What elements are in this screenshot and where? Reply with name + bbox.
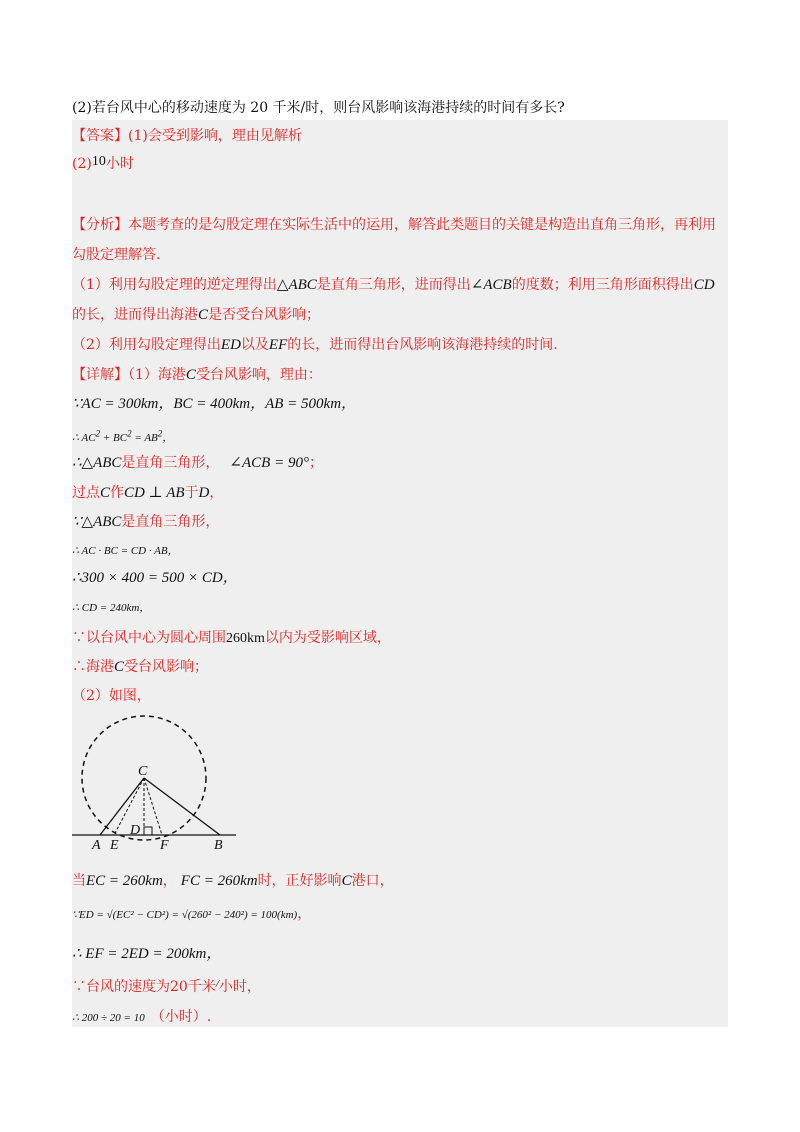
answer-part2-unit: 小时 xyxy=(105,156,134,172)
step-14 xyxy=(72,976,261,999)
typhoon-diagram xyxy=(72,715,242,855)
step-15-text: （小时）. xyxy=(150,1009,212,1025)
analysis-line-1 xyxy=(72,214,716,236)
step-5-text: 是直角三角形， xyxy=(121,514,220,530)
step-15 xyxy=(72,1006,211,1029)
step-6 xyxy=(72,539,179,562)
step-4-text: ， xyxy=(209,485,224,501)
math-ef: EF xyxy=(268,337,288,353)
step-14-text: ∵台风的速度为 xyxy=(72,979,170,995)
step-15-math: ∴ 200 ÷ 20 = 10 xyxy=(72,1012,145,1024)
step-14-slash: / xyxy=(215,978,219,990)
step-11-text: 港口， xyxy=(351,873,394,889)
detail-label: 【详解】 xyxy=(72,367,128,383)
step-4 xyxy=(72,482,223,504)
step-1 xyxy=(72,393,356,415)
step-1-math: ∵AC = 300km，BC = 400km，AB = 500km， xyxy=(72,396,357,412)
math-c: C xyxy=(341,873,352,889)
step-10-text: ∴海港 xyxy=(72,659,114,675)
analysis-text-1: 本题考查的是勾股定理在实际生活中的运用，解答此类题目的关键是构造出直角三角形，再利用 xyxy=(128,217,716,233)
step-11-text: 时，正好影响 xyxy=(257,873,342,889)
analysis-point-1 xyxy=(72,274,715,296)
math-cd: CD xyxy=(693,277,715,293)
step-7 xyxy=(72,567,238,589)
detail-intro xyxy=(72,364,322,386)
analysis-p2-text: 以及 xyxy=(240,337,269,353)
math-angle-acb: ∠ACB xyxy=(470,277,512,293)
math-ed: ED xyxy=(220,337,241,353)
step-4-text: 于 xyxy=(184,485,199,501)
analysis-line-2: 勾股定理解答. xyxy=(72,247,161,263)
step-3-math: ∴△ABC xyxy=(72,455,122,471)
step-13 xyxy=(72,943,221,965)
label-b: B xyxy=(214,838,223,853)
analysis-label: 【分析】 xyxy=(72,217,128,233)
math-triangle-abc: △ABC xyxy=(276,277,317,293)
analysis-p2-text: 的长，进而得出台风影响该海港持续的时间. xyxy=(287,337,558,353)
detail-text: 受台风影响，理由： xyxy=(195,367,322,383)
step-5-math: ∵△ABC xyxy=(72,514,122,530)
answer-line xyxy=(72,125,302,147)
step-13-math: ∴ EF = 2ED = 200km， xyxy=(72,946,222,962)
step-9-text: 以内为受影响区域， xyxy=(264,630,391,646)
step-2 xyxy=(72,422,173,449)
step-12-math: ∵ED = √(EC² − CD²) = √(260² − 240²) = 100(km) xyxy=(72,909,298,921)
right-angle-mark xyxy=(144,827,152,835)
step-12-text: ， xyxy=(297,906,312,922)
step-9 xyxy=(72,627,391,650)
step-3 xyxy=(72,452,323,474)
step-4-text: 过点 xyxy=(72,485,100,501)
math-c: C xyxy=(198,307,209,323)
step-4-text: 作 xyxy=(110,485,125,501)
answer-part2-prefix: (2) xyxy=(72,156,92,172)
step-5 xyxy=(72,511,219,533)
step-14-text: 千米 xyxy=(187,979,216,995)
step-11-math: EC = 260km xyxy=(86,873,163,889)
step-8-math: ∴ CD = 240km， xyxy=(72,602,151,614)
math-c: C xyxy=(114,659,125,675)
answer-part2-value: 10 xyxy=(91,154,106,169)
analysis-point-1-cont xyxy=(72,304,320,326)
label-e: E xyxy=(110,838,119,853)
step-11 xyxy=(72,870,394,892)
step-10 xyxy=(72,656,208,678)
step-7-math: ∴300 × 400 = 500 × CD， xyxy=(72,570,238,586)
analysis-p2-text: （2）利用勾股定理得出 xyxy=(72,337,221,353)
segment-cf xyxy=(144,778,162,835)
analysis-p1-text: 是直角三角形，进而得出 xyxy=(316,277,471,293)
label-d: D xyxy=(130,823,141,838)
step-2-term: = AB xyxy=(131,431,158,444)
answer-part2 xyxy=(72,153,134,176)
analysis-p1-text: 是否受台风影响； xyxy=(208,307,321,323)
step-14-text: 小时， xyxy=(218,979,261,995)
step-11-math: FC = 260km xyxy=(180,873,258,889)
step-2-term: ， xyxy=(162,431,174,444)
label-a: A xyxy=(92,838,101,853)
step-2-math: ∴ $AC^2 + BC^2 = AB^2$， xyxy=(72,428,174,444)
math-c: C xyxy=(185,367,196,383)
step-3-text: ； xyxy=(308,455,323,471)
step-11-text: 当 xyxy=(72,873,86,889)
label-f: F xyxy=(160,838,169,853)
step-4-math: CD ⊥ AB xyxy=(124,485,185,501)
answer-label: 【答案】 xyxy=(72,128,128,144)
analysis-p1-text: （1）利用勾股定理的逆定理得出 xyxy=(72,277,277,293)
step-8 xyxy=(72,596,150,619)
step-2-term: ∴ AC xyxy=(72,431,96,444)
question-text: (2)若台风中心的移动速度为 20 千米/时，则台风影响该海港持续的时间有多长? xyxy=(72,100,565,116)
analysis-p1-text: 的长，进而得出海港 xyxy=(72,307,198,323)
detail-text: （1）海港 xyxy=(128,367,186,383)
step-14-number: 20 xyxy=(170,979,188,995)
step-3-text: 是直角三角形， xyxy=(121,455,220,471)
math-d: D xyxy=(198,485,210,501)
step-10-text: 受台风影响； xyxy=(124,659,209,675)
step-6-math: ∴ AC · BC = CD · AB， xyxy=(72,545,179,557)
step-2-term: + BC xyxy=(100,431,128,444)
step-12 xyxy=(72,903,311,926)
part-2-intro: （2）如图， xyxy=(72,688,151,704)
answer-part1: (1)会受到影响，理由见解析 xyxy=(128,128,302,144)
step-3-math: ∠ACB = 90° xyxy=(229,455,309,471)
step-11-text: ， xyxy=(162,873,177,889)
step-9-math: 260km xyxy=(226,631,265,646)
analysis-point-2 xyxy=(72,334,558,356)
math-c: C xyxy=(100,485,111,501)
step-9-text: ∵以台风中心为圆心周围 xyxy=(72,630,226,646)
analysis-p1-text: 的度数；利用三角形面积得出 xyxy=(511,277,694,293)
label-c: C xyxy=(138,764,148,779)
